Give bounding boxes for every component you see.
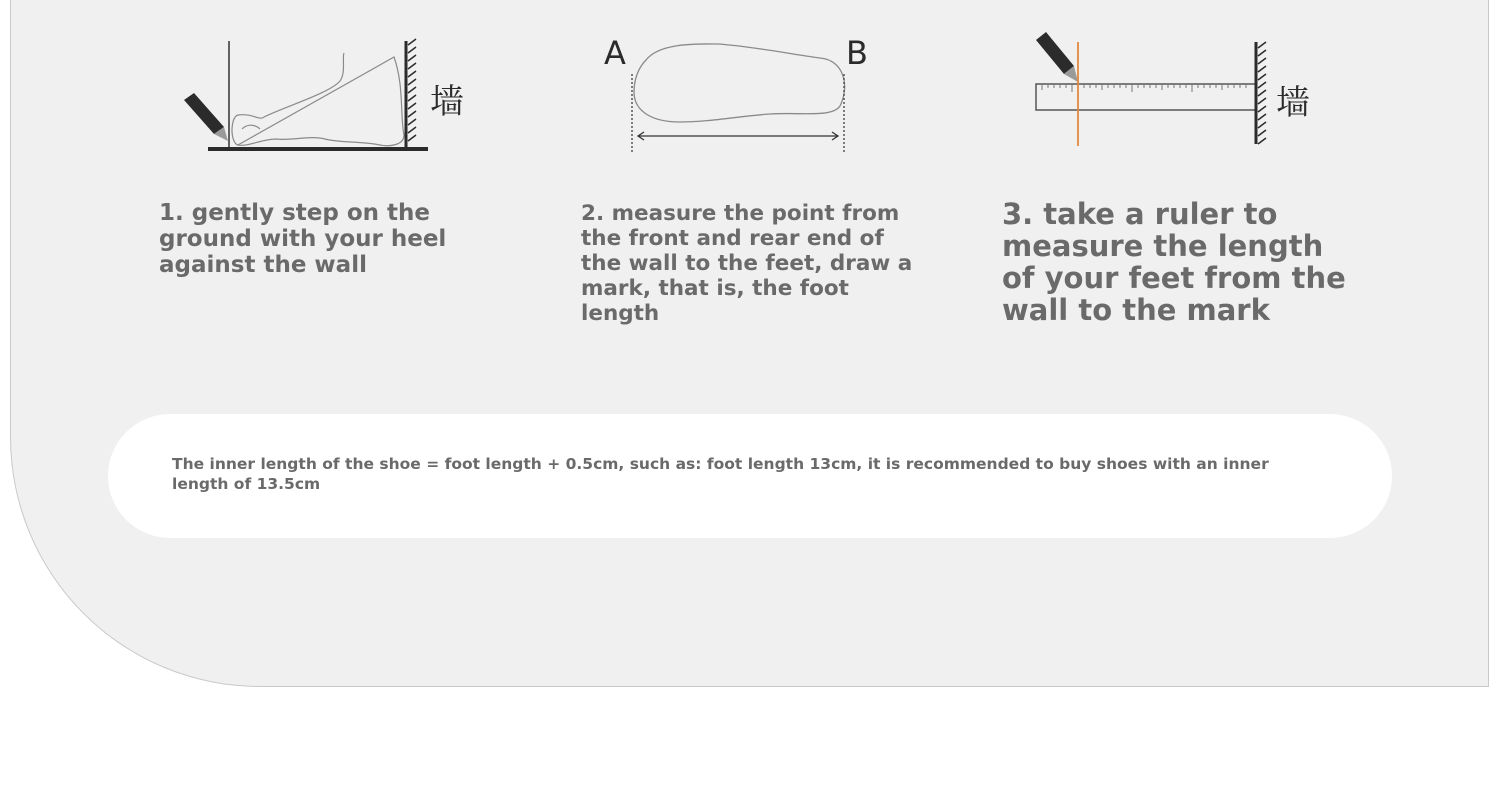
pencil-icon (184, 93, 228, 141)
step3-illustration (1030, 28, 1330, 152)
pencil-icon (1036, 32, 1078, 82)
step2-illustration (600, 30, 880, 158)
ruler-icon (1036, 84, 1256, 110)
point-b-label: B (846, 34, 868, 72)
wall-icon (1256, 42, 1266, 144)
size-recommendation-note (108, 414, 1392, 538)
point-a-label: A (604, 34, 626, 72)
step-2-instruction: 2. measure the point from the front and rear end of the wall to the feet, draw a mark, that is, the foot length (581, 201, 913, 326)
step1-illustration (180, 35, 480, 160)
step-1-instruction: 1. gently step on the ground with your heel against the wall (159, 200, 447, 278)
size-recommendation-text: The inner length of the shoe = foot length + 0.5cm, such as: foot length 13cm, it is recommended to buy shoes with an inner length of 13.5cm (172, 455, 1269, 493)
wall-icon (406, 39, 416, 147)
wall-label: 墙 (1276, 83, 1310, 123)
wall-label: 墙 (430, 82, 464, 122)
step-3-instruction: 3. take a ruler to measure the length of your feet from the wall to the mark (1002, 197, 1346, 327)
